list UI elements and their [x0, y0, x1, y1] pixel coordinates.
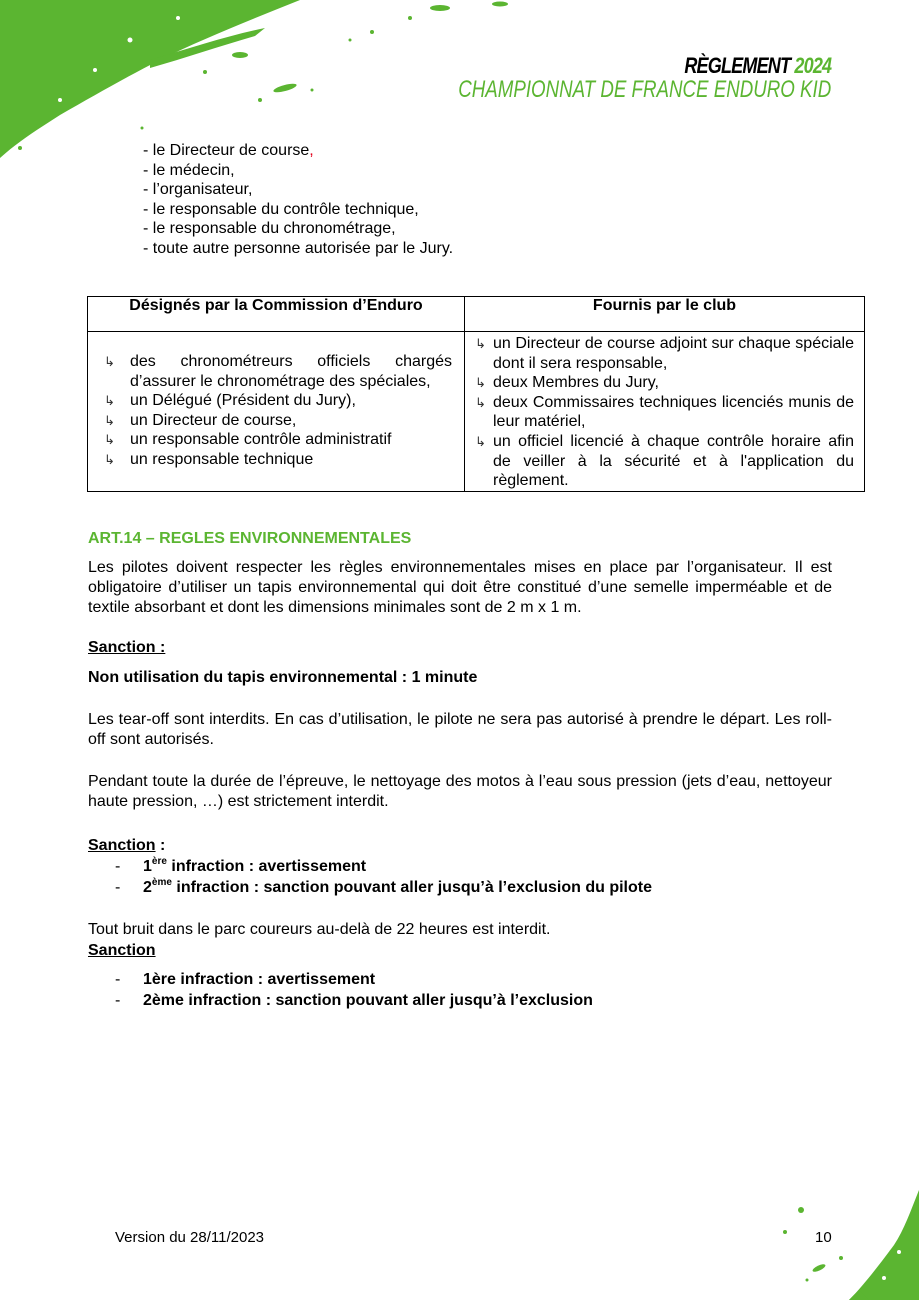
list-item: ↳ un Délégué (Président du Jury),: [104, 392, 356, 410]
sanction-text: Non utilisation du tapis environnemental : 1 minute: [88, 669, 478, 686]
list-item: - toute autre personne autorisée par le Jury.: [143, 239, 454, 257]
header-brand: [353, 54, 831, 102]
sanction-heading: Sanction: [88, 942, 156, 959]
hooked-arrow-icon: ↳: [104, 432, 115, 448]
list-item: ↳ un officiel licencié à chaque contrôle horaire afin de veiller à la sécurité et à l'application du règlement.: [475, 432, 854, 490]
table-header-right: Fournis par le club: [465, 297, 865, 332]
table-cell-right: [465, 332, 865, 492]
table-row: [88, 332, 865, 492]
brand-subtitle: CHAMPIONNAT DE FRANCE ENDURO KID: [457, 76, 831, 103]
list-item: - l’organisateur,: [143, 181, 253, 199]
list-item: - le responsable du chronométrage,: [143, 220, 396, 238]
hooked-arrow-icon: ↳: [475, 336, 486, 351]
list-item: ↳ deux Commissaires techniques licenciés munis de leur matériel,: [475, 393, 854, 431]
sanction-list: [115, 856, 652, 898]
green-paint-splash-bottom-right: [749, 1190, 919, 1300]
hooked-arrow-icon: ↳: [104, 412, 115, 428]
paragraph-environment: Les pilotes doivent respecter les règles environnementales mises en place par l’organisateur. Il est obligatoire d’utiliser un tapis environnemental qui doit être constitué d’une semelle imperméable et de textile absorbant et dont les dimensions minimales sont de 2 m x 1 m.: [88, 559, 832, 616]
list-item: - le Directeur de course,: [143, 142, 314, 159]
list-item: ↳ un responsable technique: [104, 450, 314, 468]
list-item: ↳ un Directeur de course adjoint sur chaque spéciale dont il sera responsable,: [475, 335, 854, 372]
hooked-arrow-icon: ↳: [475, 394, 486, 410]
hooked-arrow-icon: ↳: [104, 451, 115, 467]
paragraph-tear-off: Les tear-off sont interdits. En cas d’utilisation, le pilote ne sera pas autorisé à prendre le départ. Les roll-off sont autorisés.: [88, 711, 832, 748]
table-cell-left: [88, 332, 465, 492]
sanction-heading: Sanction :: [88, 639, 166, 656]
paragraph-noise: Tout bruit dans le parc coureurs au-delà de 22 heures est interdit.: [88, 921, 551, 938]
list-item: ↳ deux Membres du Jury,: [475, 374, 659, 392]
list-item: - 1ère infraction : avertissement: [115, 856, 367, 875]
list-item: ↳ un responsable contrôle administratif: [104, 431, 392, 449]
list-item: - 2ème infraction : sanction pouvant aller jusqu’à l’exclusion: [115, 992, 593, 1009]
article-title: ART.14 – REGLES ENVIRONNEMENTALES: [88, 530, 412, 547]
hooked-arrow-icon: ↳: [475, 433, 486, 449]
table-header-left: Désignés par la Commission d’Enduro: [88, 297, 465, 332]
page-number: 10: [815, 1229, 832, 1246]
list-item: ↳ des chronométreurs officiels chargés d’assurer le chronométrage des spéciales,: [104, 353, 452, 390]
hooked-arrow-icon: ↳: [104, 393, 115, 409]
list-item: - le responsable du contrôle technique,: [143, 200, 419, 218]
brand-year: 2024: [794, 53, 831, 78]
table-header-row: [88, 297, 865, 332]
footer-version: Version du 28/11/2023: [115, 1229, 265, 1246]
officials-table: [87, 296, 865, 492]
sanction-list: [115, 969, 593, 1011]
list-item: - 2ème infraction : sanction pouvant aller jusqu’à l’exclusion du pilote: [115, 877, 652, 896]
intro-list: [143, 141, 453, 259]
brand-word: RÈGLEMENT: [684, 53, 790, 78]
list-item: ↳ un Directeur de course,: [104, 411, 297, 429]
hooked-arrow-icon: ↳: [104, 354, 115, 369]
list-item: - le médecin,: [143, 161, 235, 179]
hooked-arrow-icon: ↳: [475, 375, 486, 391]
sanction-heading: Sanction :: [88, 837, 166, 854]
list-item: - 1ère infraction : avertissement: [115, 971, 376, 988]
brand-title: [439, 54, 831, 78]
paragraph-cleaning: Pendant toute la durée de l’épreuve, le nettoyage des motos à l’eau sous pression (jets d’eau, nettoyeur haute pression, …) est strictement interdit.: [88, 773, 832, 810]
